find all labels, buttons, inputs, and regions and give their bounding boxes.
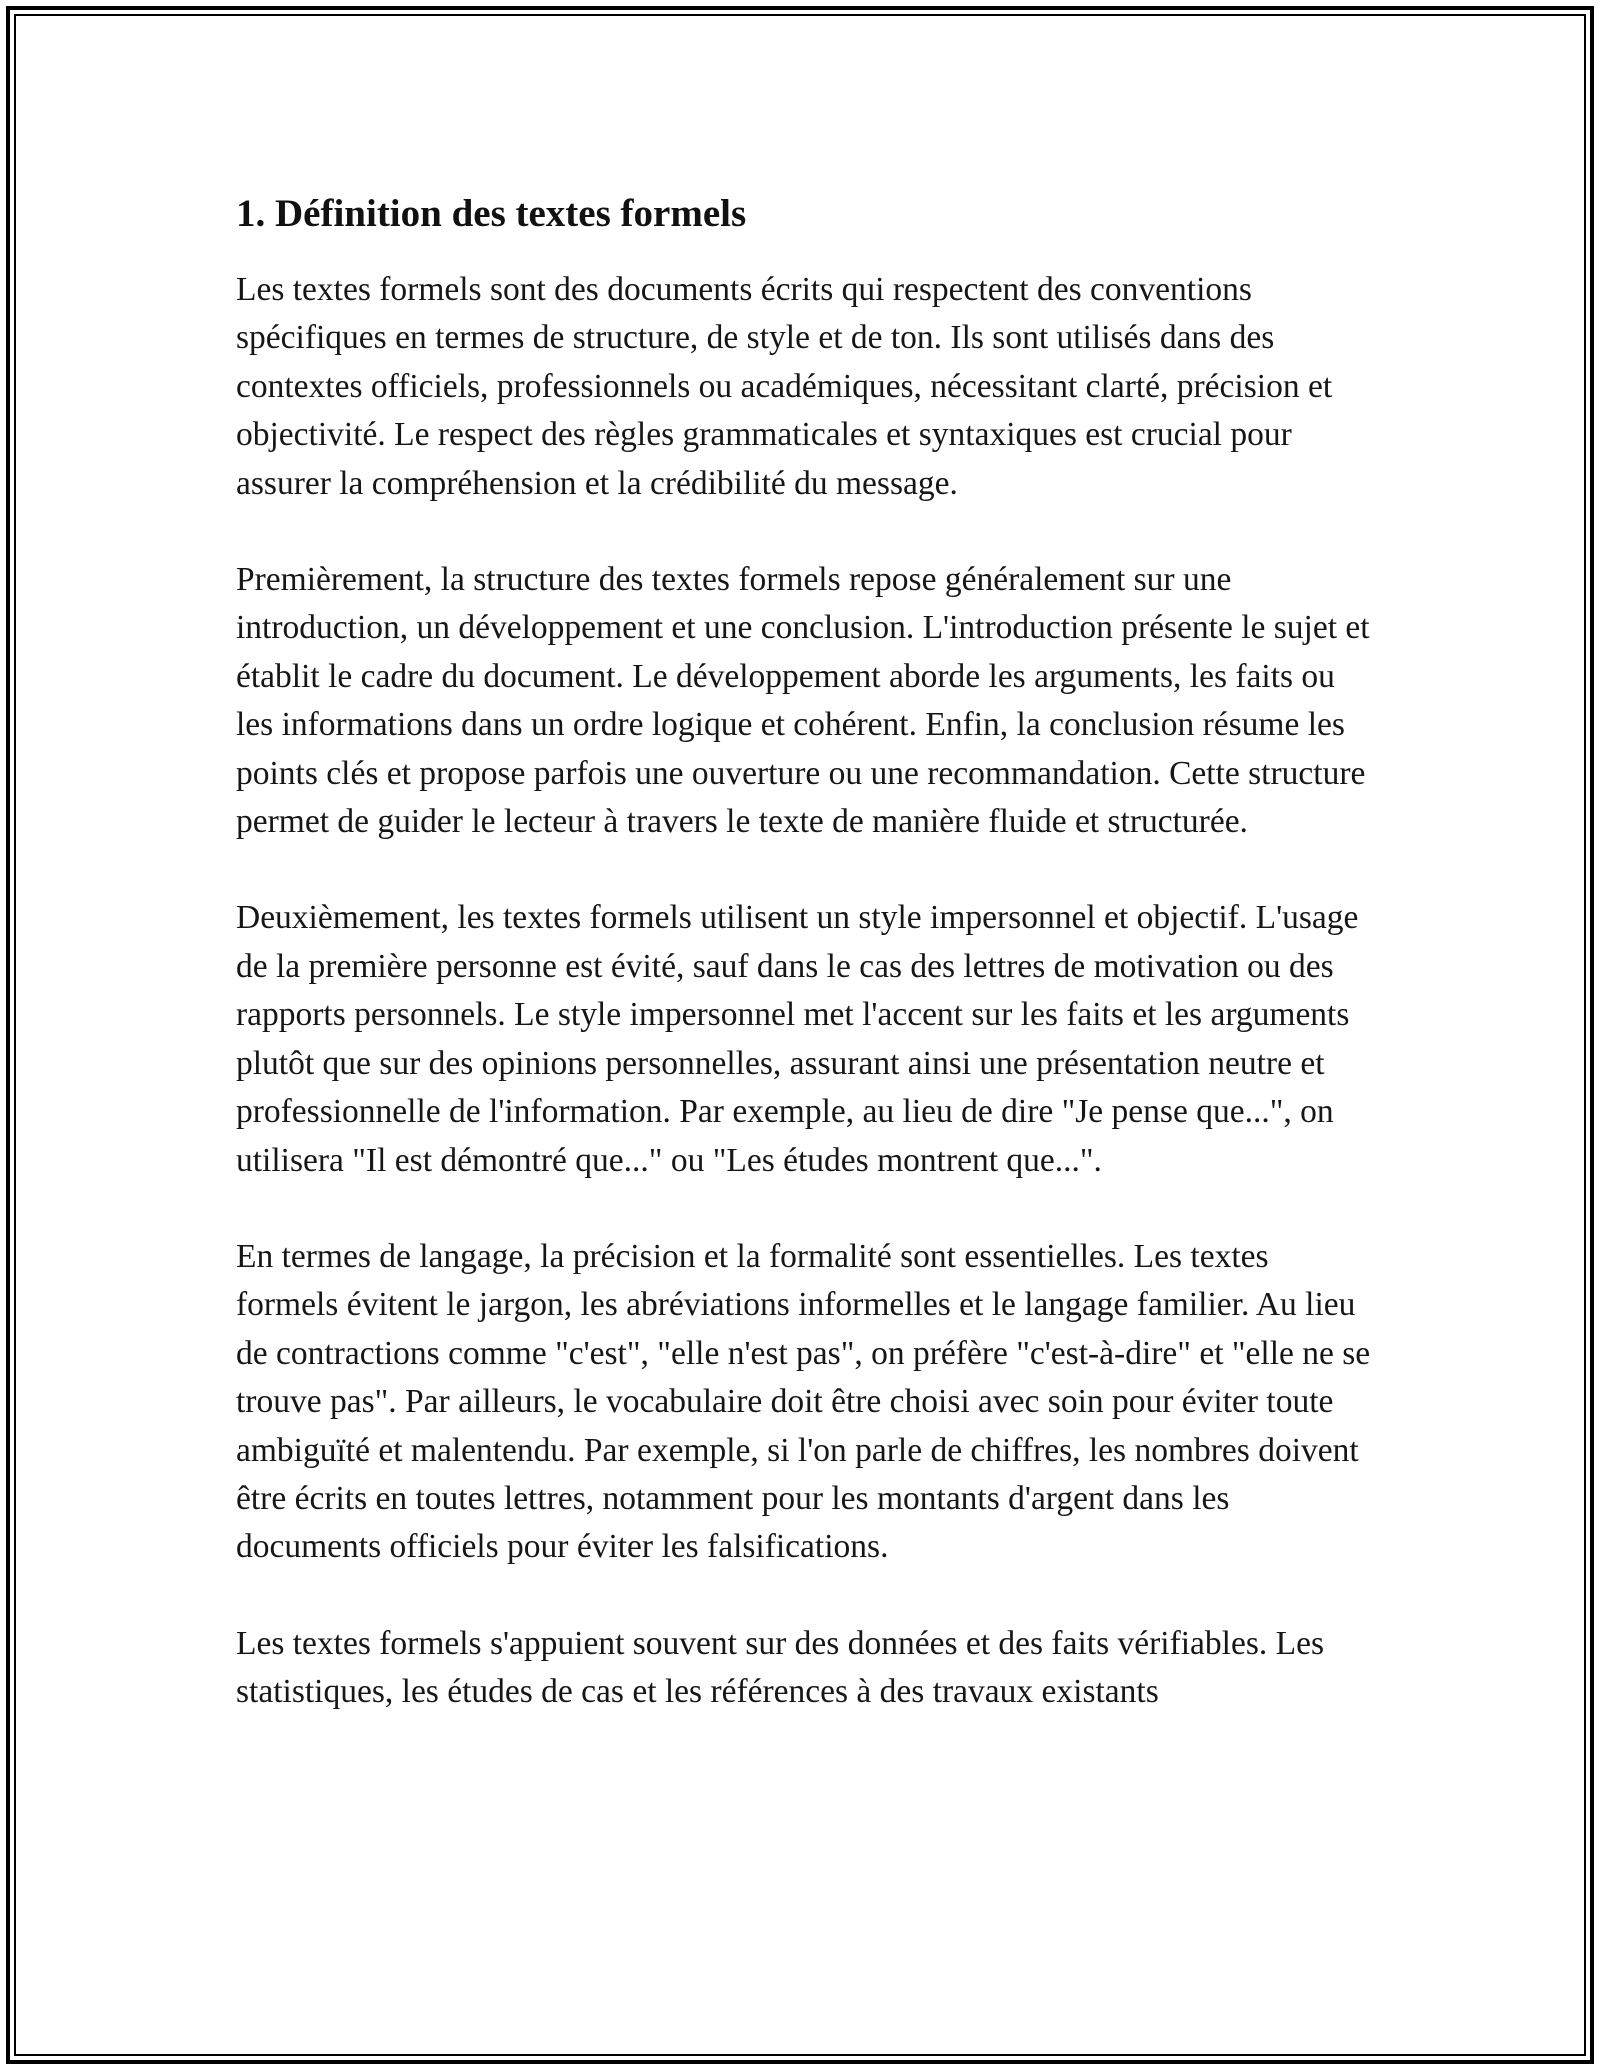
paragraph-data: Les textes formels s'appuient souvent sur des données et des faits vérifiables. Les statistiques, les études de cas et les références à des travaux existants xyxy=(236,1624,1324,1711)
paragraph-structure: Premièrement, la structure des textes formels repose généralement sur une introduction, un développement et une conclusion. L'introduction présente le sujet et établit le cadre du document. Le développement aborde les arguments, les faits ou les informations dans un ordre logique et cohérent. Enfin, la conclusion résume les points clés et propose parfois une ouverture ou une recommandation. Cette structure permet de guider le lecteur à travers le texte de manière fluide et structurée. xyxy=(236,561,1370,841)
paragraph-language: En termes de langage, la précision et la formalité sont essentielles. Les textes formels évitent le jargon, les abréviations informelles et le langage familier. Au lieu de contractions comme "c'est", "elle n'est pas", on préfère "c'est-à-dire" et "elle ne se trouve pas". Par ailleurs, le vocabulaire doit être choisi avec soin pour éviter toute ambiguïté et malentendu. Par exemple, si l'on parle de chiffres, les nombres doivent être écrits en toutes lettres, notamment pour les montants d'argent dans les documents officiels pour éviter les falsifications. xyxy=(236,1237,1371,1566)
section-heading: 1. Définition des textes formels xyxy=(236,192,747,235)
paragraph-style: Deuxièmement, les textes formels utilisent un style impersonnel et objectif. L'usage de la première personne est évité, sauf dans le cas des lettres de motivation ou des rapports personnels. Le style impersonnel met l'accent sur les faits et les arguments plutôt que sur des opinions personnelles, assurant ainsi une présentation neutre et professionnelle de l'information. Par exemple, au lieu de dire "Je pense que...", on utilisera "Il est démontré que..." ou "Les études montrent que...". xyxy=(236,899,1359,1179)
document-body xyxy=(236,186,1376,1765)
paragraph-intro: Les textes formels sont des documents écrits qui respectent des conventions spécifiques en termes de structure, de style et de ton. Ils sont utilisés dans des contextes officiels, professionnels ou académiques, nécessitant clarté, précision et objectivité. Le respect des règles grammaticales et syntaxiques est crucial pour assurer la compréhension et la crédibilité du message. xyxy=(236,271,1333,502)
